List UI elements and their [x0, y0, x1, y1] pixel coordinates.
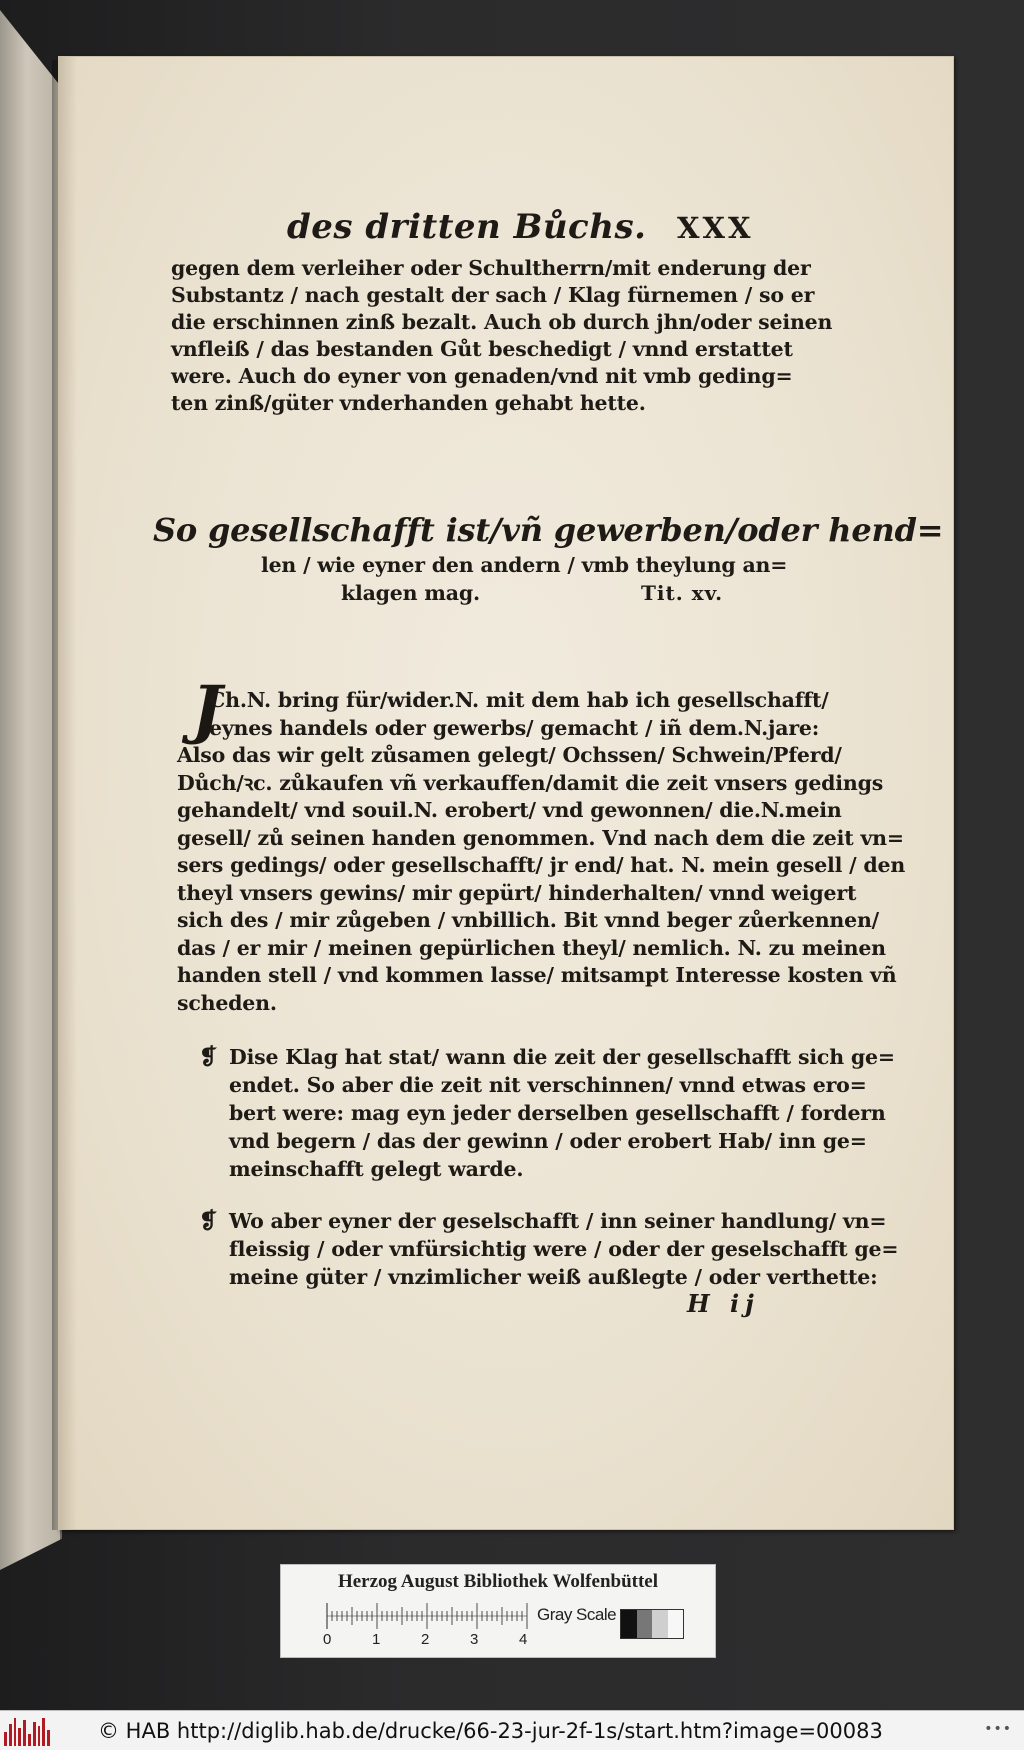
text-line: fleissig / oder vnfürsichtig were / oder der geselschafft ge= — [229, 1237, 899, 1261]
gray-scale-label: Gray Scale — [537, 1605, 617, 1624]
gray-swatch — [621, 1610, 637, 1638]
text-line: gesell/ zů seinen handen genommen. Vnd nach dem die zeit vn= — [177, 825, 904, 850]
more-icon[interactable]: ••• — [984, 1721, 1012, 1737]
text-line: were. Auch do eyner von genaden/vnd nit vmb geding= — [171, 364, 793, 388]
text-line: Důch/ꝛc. zůkaufen vñ verkauffen/damit die zeit vnsers gedings — [177, 770, 884, 795]
book-page — [58, 56, 954, 1530]
text-line: meinschafft gelegt warde. — [229, 1157, 524, 1181]
scale-label: 2 — [421, 1631, 430, 1648]
card-title: Herzog August Bibliothek Wolfenbüttel — [337, 1571, 659, 1592]
text-line: sich des / mir zůgeben / vnbillich. Bit vnnd beger zůerkennen/ — [177, 908, 879, 932]
text-line: gehandelt/ vnd souil.N. erobert/ vnd gewonnen/ die.N.mein — [177, 798, 842, 822]
text-line: scheden. — [177, 990, 277, 1015]
color-reference-card — [280, 1564, 716, 1658]
text-line: Ch.N. bring für/wider.N. mit dem hab ich gesellschafft/ — [209, 688, 829, 712]
paragraph-3 — [199, 1043, 895, 1183]
footer-bar — [0, 1710, 1024, 1750]
pilcrow-icon: ❡ — [199, 1044, 218, 1070]
gray-swatch — [668, 1610, 684, 1638]
copyright-url[interactable]: © HAB http://diglib.hab.de/drucke/66-23-jur-2f-1s/start.htm?image=00083 — [98, 1718, 883, 1743]
text-line: meine güter / vnzimlicher weiß außlegte / oder verthette: — [229, 1265, 878, 1289]
gray-swatch — [652, 1610, 668, 1638]
heading-line: So gesellschafft ist/vñ gewerben/oder hend= — [153, 511, 944, 549]
gray-swatch — [637, 1610, 653, 1638]
text-line: gegen dem verleiher oder Schultherrn/mit enderung der — [171, 256, 811, 280]
text-line: das / er mir / meinen gepürlichen theyl/ nemlich. N. zu meinen — [177, 935, 886, 960]
heading-line-text: klagen mag. — [341, 581, 480, 605]
scale-label: 0 — [323, 1631, 332, 1648]
scale-label: 4 — [519, 1631, 528, 1648]
text-line: die erschinnen zinß bezalt. Auch ob durch jhn/oder seinen — [171, 310, 833, 334]
text-line: Also das wir gelt zůsamen gelegt/ Ochssen/ Schwein/Pferd/ — [177, 743, 842, 767]
text-line: ten zinß/güter vnderhanden gehabt hette. — [171, 391, 646, 415]
signature-mark: H ij — [687, 1289, 760, 1318]
paragraph-2 — [117, 687, 906, 1017]
section-heading — [153, 509, 944, 607]
scale-label: 3 — [470, 1631, 479, 1648]
text-line: eynes handels oder gewerbs/ gemacht / iñ dem.N.jare: — [209, 715, 820, 740]
text-line: Dise Klag hat stat/ wann die zeit der gesellschafft sich ge= — [229, 1045, 895, 1069]
gray-scale-swatches — [620, 1609, 684, 1639]
ruler-scale — [327, 1603, 527, 1629]
heading-line — [153, 579, 773, 607]
folio-number: XXX — [677, 211, 754, 245]
text-line: Wo aber eyner der geselschafft / inn seiner handlung/ vn= — [229, 1209, 887, 1233]
paragraph-4 — [199, 1207, 899, 1291]
text-line: theyl vnsers gewins/ mir gepürt/ hinderhalten/ vnnd weigert — [177, 880, 857, 905]
hab-logo-icon — [4, 1716, 50, 1746]
text-line: endet. So aber die zeit nit verschinnen/ vnnd etwas ero= — [229, 1073, 867, 1097]
text-line: sers gedings/ oder gesellschafft/ jr end/ hat. N. mein gesell / den — [177, 853, 906, 877]
scale-label: 1 — [372, 1631, 381, 1648]
text-line: bert were: mag eyn jeder derselben gesellschafft / fordern — [229, 1101, 886, 1125]
pilcrow-icon: ❡ — [199, 1208, 218, 1234]
text-line: handen stell / vnd kommen lasse/ mitsampt Interesse kosten vñ — [177, 963, 897, 987]
title-number: Tit. xv. — [641, 581, 724, 605]
paragraph-1 — [171, 255, 833, 417]
text-line: vnfleiß / das bestanden Gůt beschedigt / vnnd erstattet — [171, 337, 793, 361]
decorated-initial: J — [191, 672, 223, 747]
text-line: Substantz / nach gestalt der sach / Klag fürnemen / so er — [171, 283, 815, 307]
text-line: vnd begern / das der gewinn / oder erobert Hab/ inn ge= — [229, 1129, 867, 1153]
running-head: des dritten Bůchs. — [287, 207, 647, 247]
heading-line: len / wie eyner den andern / vmb theylung an= — [261, 553, 788, 577]
